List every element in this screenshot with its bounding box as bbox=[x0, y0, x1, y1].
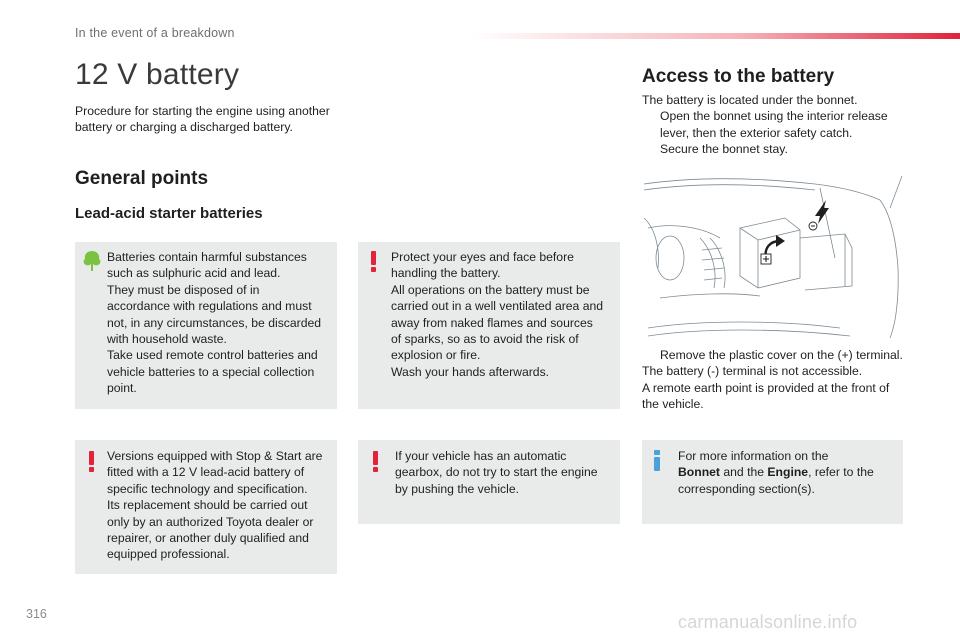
text-line: corresponding section(s). bbox=[678, 481, 815, 496]
section-header: In the event of a breakdown bbox=[75, 26, 235, 40]
text-line: by pushing the vehicle. bbox=[395, 481, 519, 496]
page-number: 316 bbox=[26, 607, 47, 621]
bullet-arrow-icon bbox=[642, 108, 660, 141]
intro-text: Procedure for starting the engine using another battery or charging a discharged battery. bbox=[75, 104, 330, 134]
text-line: handling the battery. bbox=[391, 266, 501, 281]
text-line: All operations on the battery must be bbox=[391, 282, 590, 297]
watermark: carmanualsonline.info bbox=[678, 612, 858, 632]
protect-warning-text bbox=[391, 249, 603, 380]
list-item bbox=[642, 141, 922, 157]
text-line: Its replacement should be carried out bbox=[107, 498, 308, 513]
access-heading: Access to the battery bbox=[642, 66, 835, 87]
list-item bbox=[642, 347, 932, 363]
bonnet-link-text: Bonnet bbox=[678, 465, 720, 480]
text-line: Versions equipped with Stop & Start are bbox=[107, 449, 323, 463]
text-line: of sparks, so as to avoid the risk of bbox=[391, 332, 579, 347]
text-line: repairer, or another duly qualified and bbox=[107, 531, 309, 546]
text-line: Secure the bonnet stay. bbox=[660, 142, 788, 157]
text-line: accordance with regulations and must bbox=[107, 299, 312, 314]
text-line: point. bbox=[107, 381, 137, 396]
text-line: Open the bonnet using the interior release bbox=[660, 109, 888, 124]
bullet-arrow-icon bbox=[642, 141, 660, 157]
warning-icon bbox=[372, 451, 380, 472]
warning-icon bbox=[88, 451, 96, 472]
text-line: the vehicle. bbox=[642, 397, 704, 412]
general-points-heading: General points bbox=[75, 168, 209, 189]
warning-icon bbox=[370, 251, 378, 272]
battery-location-illustration bbox=[640, 168, 904, 348]
engine-link-text: Engine bbox=[767, 465, 809, 480]
text-fragment: and the bbox=[719, 465, 768, 480]
eco-note-text bbox=[107, 249, 321, 397]
list-item bbox=[642, 108, 922, 141]
text-line: such as sulphuric acid and lead. bbox=[107, 266, 281, 281]
info-icon bbox=[654, 450, 662, 471]
info-note-text bbox=[678, 448, 874, 497]
page-title: 12 V battery bbox=[75, 58, 240, 91]
access-instructions bbox=[642, 92, 922, 158]
access-intro: The battery is located under the bonnet. bbox=[642, 93, 858, 107]
gearbox-warning-text bbox=[395, 448, 598, 497]
text-fragment: , refer to the bbox=[808, 465, 874, 480]
text-line: The battery (-) terminal is not accessible. bbox=[642, 364, 863, 379]
text-line: A remote earth point is provided at the front of bbox=[642, 380, 890, 395]
text-line: Take used remote control batteries and bbox=[107, 348, 318, 363]
lead-acid-subheading: Lead-acid starter batteries bbox=[75, 205, 263, 222]
text-line: only by an authorized Toyota dealer or bbox=[107, 514, 314, 529]
text-line: explosion or fire. bbox=[391, 348, 481, 363]
terminal-instructions bbox=[642, 347, 932, 413]
text-line: with household waste. bbox=[107, 332, 227, 347]
text-line: lever, then the exterior safety catch. bbox=[660, 125, 853, 140]
text-line: gearbox, do not try to start the engine bbox=[395, 465, 598, 480]
header-accent-line bbox=[470, 33, 960, 39]
text-line: not, in any circumstances, be discarded bbox=[107, 315, 322, 330]
text-line: They must be disposed of in bbox=[107, 282, 260, 297]
text-line: carried out in a well ventilated area and bbox=[391, 299, 604, 314]
text-line: specific technology and specification. bbox=[107, 481, 308, 496]
text-line: Remove the plastic cover on the (+) terminal. bbox=[660, 348, 903, 362]
bullet-arrow-icon bbox=[642, 347, 660, 363]
text-line: away from naked flames and sources bbox=[391, 315, 593, 330]
text-line: vehicle batteries to a special collection bbox=[107, 364, 315, 379]
recycle-tree-icon bbox=[80, 249, 104, 273]
text-line: Batteries contain harmful substances bbox=[107, 250, 307, 264]
text-line: Protect your eyes and face before bbox=[391, 250, 574, 264]
text-line bbox=[678, 464, 874, 480]
text-line: equipped professional. bbox=[107, 547, 230, 562]
text-line: If your vehicle has an automatic bbox=[395, 449, 567, 463]
text-line: Wash your hands afterwards. bbox=[391, 364, 550, 379]
text-line: For more information on the bbox=[678, 449, 829, 463]
stop-start-warning-text bbox=[107, 448, 322, 563]
text-line: fitted with a 12 V lead-acid battery of bbox=[107, 465, 305, 480]
